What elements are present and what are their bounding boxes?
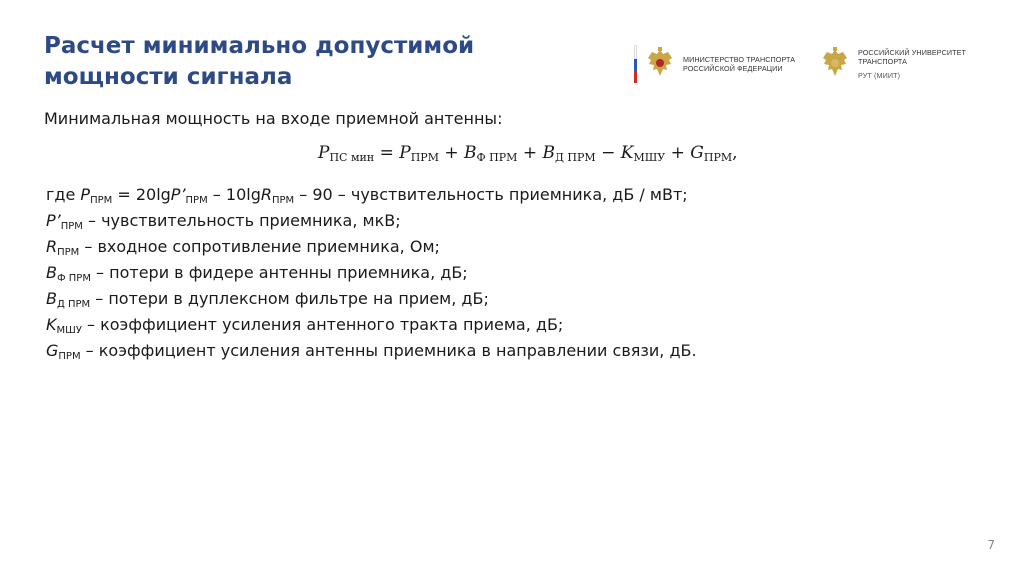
ministry-line-2: РОССИЙСКОЙ ФЕДЕРАЦИИ (683, 64, 783, 73)
definition-symbol: P’ (46, 211, 61, 230)
definition-mid-2: – 10lg (207, 185, 261, 204)
formula-term-1: P (399, 143, 411, 163)
definition-r-prm (46, 234, 697, 260)
formula-op-3: − (595, 143, 621, 163)
formula-term-4-sub: МШУ (633, 151, 666, 164)
ministry-logo-text (683, 55, 795, 73)
definition-sub: ПРМ (90, 195, 113, 206)
definition-sub: МШУ (56, 325, 82, 336)
russian-flag-icon (634, 45, 637, 83)
formula-term-1-sub: ПРМ (410, 151, 439, 164)
formula-lhs-sub: ПС мин (329, 151, 375, 164)
definition-prefix: где (46, 185, 81, 204)
definition-sub: ПРМ (58, 351, 81, 362)
formula-op-4: + (665, 143, 691, 163)
formula-op-1: + (438, 143, 465, 163)
definition-text: – чувствительность приемника, мкВ; (82, 211, 401, 230)
double-headed-eagle-icon (645, 46, 675, 82)
definition-symbol: G (46, 341, 59, 360)
university-logo (820, 44, 966, 84)
definition-symbol: B (46, 263, 57, 282)
slide-title-line-1: Расчет минимально допустимой (44, 33, 475, 59)
definition-symbol: R (46, 237, 58, 256)
ministry-logo (634, 44, 795, 84)
formula-term-3: B (542, 143, 555, 163)
definition-text: – 90 – чувствительность приемника, дБ / мВт; (294, 185, 688, 204)
definition-text: – входное сопротивление приемника, Ом; (79, 237, 440, 256)
definitions-list (46, 182, 697, 364)
definition-sub: Ф ПРМ (56, 273, 91, 284)
definition-mid: = 20lg (112, 185, 171, 204)
formula-term-5: G (690, 143, 704, 163)
definition-p-prm (46, 182, 697, 208)
university-logo-text (858, 48, 966, 80)
definition-symbol: K (46, 315, 57, 334)
power-formula (318, 143, 738, 164)
definition-symbol: P (80, 185, 91, 204)
university-line-3: РУТ (МИИТ) (858, 71, 901, 80)
formula-term-4: K (620, 143, 634, 163)
definition-symbol-2: P’ (170, 185, 186, 204)
formula-term-2-sub: Ф ПРМ (476, 151, 518, 164)
formula-eq: = (374, 143, 400, 163)
definition-symbol: B (46, 289, 57, 308)
definition-sub: ПРМ (60, 221, 83, 232)
definition-text: – потери в фидере антенны приемника, дБ; (90, 263, 468, 282)
page-number: 7 (987, 538, 995, 552)
definition-b-duplex (46, 286, 697, 312)
definition-sub: ПРМ (57, 247, 80, 258)
definition-text: – коэффициент усиления антенного тракта приема, дБ; (81, 315, 564, 334)
definition-b-feeder (46, 260, 697, 286)
formula-term-3-sub: Д ПРМ (554, 151, 596, 164)
slide-title-line-2: мощности сигнала (44, 64, 293, 90)
formula-end: , (732, 143, 738, 163)
definition-sub-3: ПРМ (271, 195, 295, 206)
definition-k-lna (46, 312, 697, 338)
definition-sub-2: ПРМ (185, 195, 208, 206)
university-eagle-icon (820, 46, 850, 82)
formula-term-2: B (464, 143, 477, 163)
ministry-line-1: МИНИСТЕРСТВО ТРАНСПОРТА (683, 55, 796, 64)
slide-title (44, 31, 564, 93)
definition-g-prm (46, 338, 697, 364)
formula-lhs: P (318, 143, 330, 163)
definition-sub: Д ПРМ (56, 299, 91, 310)
definition-text: – коэффициент усиления антенны приемника в направлении связи, дБ. (80, 341, 697, 360)
intro-text: Минимальная мощность на входе приемной антенны: (44, 109, 503, 128)
definition-p-prime (46, 208, 697, 234)
university-line-2: ТРАНСПОРТА (858, 57, 908, 66)
definition-text: – потери в дуплексном фильтре на прием, дБ; (90, 289, 489, 308)
university-line-1: РОССИЙСКИЙ УНИВЕРСИТЕТ (858, 48, 967, 57)
definition-symbol-3: R (260, 185, 272, 204)
formula-term-5-sub: ПРМ (703, 151, 733, 164)
formula-op-2: + (517, 143, 543, 163)
